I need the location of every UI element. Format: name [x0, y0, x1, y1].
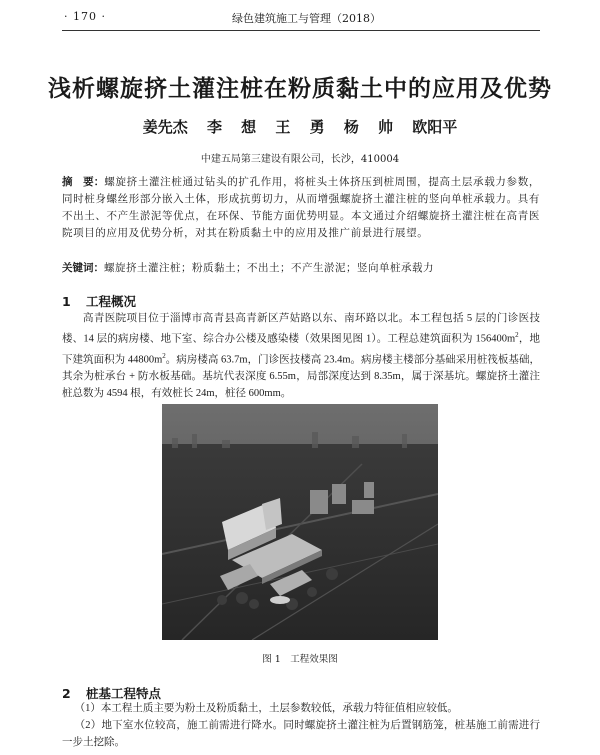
author-affiliation: 中建五局第三建设有限公司，长沙，410004	[200, 154, 400, 165]
list-item: （1）本工程土质主要为粉土及粉质黏土，土层参数较低，承载力特征值相应较低。	[74, 703, 458, 714]
section-1-heading	[62, 292, 136, 310]
figure-caption: 图 1 工程效果图	[262, 654, 338, 665]
article-title: 浅析螺旋挤土灌注桩在粉质黏土中的应用及优势	[48, 76, 552, 102]
section-1-text-c: 。病房楼高 63.7m，门诊医技楼高 23.4m。病房楼主楼部分基础采用桩筏板基础，其余为桩承台 + 防水板基础。基坑代表深度 6.55m，局部深度达到 8.35m，属于深基坑。螺旋挤土灌注桩总数为 4594 根，有效桩长 24m，桩径 600mm。	[62, 354, 540, 399]
keywords-text: 螺旋挤土灌注桩；粉质黏土；不出土；不产生淤泥；竖向单桩承载力	[104, 262, 434, 274]
superscript: 2	[162, 351, 166, 360]
section-1-text-b: ，地下建筑面积为 44800m	[62, 333, 540, 365]
journal-name: 绿色建筑施工与管理（2018）	[232, 12, 381, 25]
superscript: 2	[515, 331, 519, 339]
section-1-title: 工程概况	[86, 294, 137, 309]
section-1-number: 1	[62, 294, 71, 309]
abstract-label: 摘 要：	[62, 176, 105, 188]
section-1-body	[62, 310, 540, 402]
project-rendering-image	[162, 404, 438, 640]
list-item: （2）地下室水位较高，施工前需进行降水。同时螺旋挤土灌注桩为后置钢筋笼，桩基施工前需进行一步土挖除。	[62, 720, 540, 748]
header-divider	[62, 30, 540, 31]
page-number: · 170 ·	[64, 10, 106, 23]
aerial-city-rendering	[162, 404, 438, 640]
keywords-label: 关键词：	[62, 262, 104, 274]
article-authors: 姜先杰 李 想 王 勇 杨 帅 欧阳平	[142, 118, 458, 136]
section-1-text-a: 高青医院项目位于淄博市高青县高青新区芦姑路以东、南环路以北。本工程包括 5 层的门诊医技楼、14 层的病房楼、地下室、综合办公楼及感染楼（效果图见图 1）。工程总建筑面积为 156400m	[62, 313, 540, 345]
section-2-body	[62, 700, 540, 751]
keywords	[62, 260, 540, 277]
section-2-title: 桩基工程特点	[86, 686, 162, 701]
abstract	[62, 174, 540, 242]
abstract-text: 螺旋挤土灌注桩通过钻头的扩孔作用，将桩头土体挤压到桩周围，提高土层承载力参数，同时桩身螺丝形部分嵌入土体，形成抗剪切力，从而增强螺旋挤土灌注桩的竖向单桩承载力。具有不出土、不产生淤泥等优点，在环保、节能方面优势明显。本文通过介绍螺旋挤土灌注桩在高青医院项目的应用及优势分析，对其在粉质黏土中的应用及推广前景进行展望。	[62, 176, 540, 239]
section-2-number: 2	[62, 686, 71, 701]
